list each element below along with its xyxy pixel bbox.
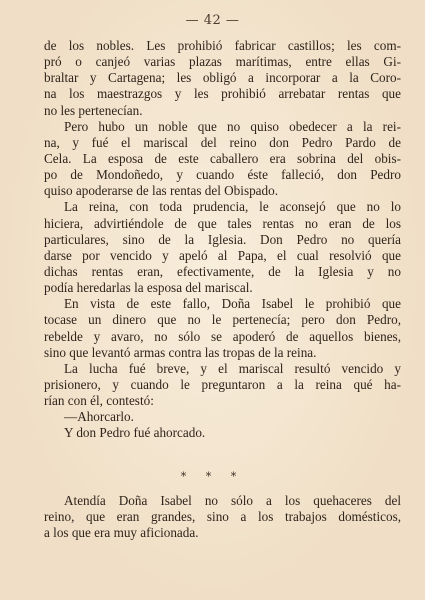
text-line: darse por vencido y apeló al Papa, el cual resolvió que [44, 247, 401, 263]
text-line: de los nobles. Les prohibió fabricar castillos; les com- [44, 38, 401, 53]
text-line: rebelde y avaro, no sólo se apoderó de aquellos bienes, [44, 328, 401, 344]
main-text-block [44, 38, 401, 442]
text-line: En vista de este fallo, Doña Isabel le prohibió que [64, 296, 401, 312]
text-line: hiciera, advirtiéndole de que tales rentas no eran de los [44, 215, 401, 231]
text-line: braltar y Cartagena; les obligó a incorporar a la Coro- [44, 70, 401, 86]
text-line: —Ahorcarlo. [64, 409, 134, 425]
text-line: particulares, sino de la Iglesia. Don Pedro no quería [44, 231, 401, 247]
text-line: a los que era muy aficionada. [44, 525, 199, 541]
text-line: Pero hubo un noble que no quiso obedecer a la rei- [64, 118, 401, 134]
page-number: — 42 — [185, 13, 240, 28]
text-line: po de Mondoñedo, y cuando éste falleció, don Pedro [44, 167, 401, 183]
text-line: Cela. La esposa de este caballero era sobrina del obis- [44, 150, 401, 166]
text-line: La lucha fué breve, y el mariscal resultó vencido y [64, 360, 401, 376]
text-line: reino, que eran grandes, sino a los trabajos domésticos, [44, 509, 401, 525]
text-line: na, y fué el mariscal del reino don Pedro Pardo de [44, 134, 401, 150]
text-line: no les pertenecían. [44, 102, 143, 118]
text-line: prisionero, y cuando le preguntaron a la reina qué ha- [44, 376, 401, 392]
text-line: Atendía Doña Isabel no sólo a los quehaceres del [64, 493, 401, 508]
section-separator: * * * [180, 470, 245, 483]
text-line: pró o canjeó varias plazas marítimas, entre ellas Gi- [44, 54, 401, 70]
text-line: quiso apoderarse de las rentas del Obispado. [44, 183, 279, 199]
text-line: La reina, con toda prudencia, le aconsejó que no lo [64, 199, 401, 215]
text-line: na los maestrazgos y les prohibió arrebatar rentas que [44, 86, 401, 102]
text-line: podía heredarlas la esposa del mariscal. [44, 280, 253, 296]
tail-text-block [44, 493, 401, 541]
text-line: sino que levantó armas contra las tropas de la reina. [44, 344, 317, 360]
text-line: dichas rentas eran, efectivamente, de la Iglesia y no [44, 263, 401, 279]
text-line: tocase un dinero que no le pertenecía; pero don Pedro, [44, 312, 401, 328]
text-line: rían con él, contestó: [44, 393, 154, 409]
text-line: Y don Pedro fué ahorcado. [64, 425, 206, 441]
